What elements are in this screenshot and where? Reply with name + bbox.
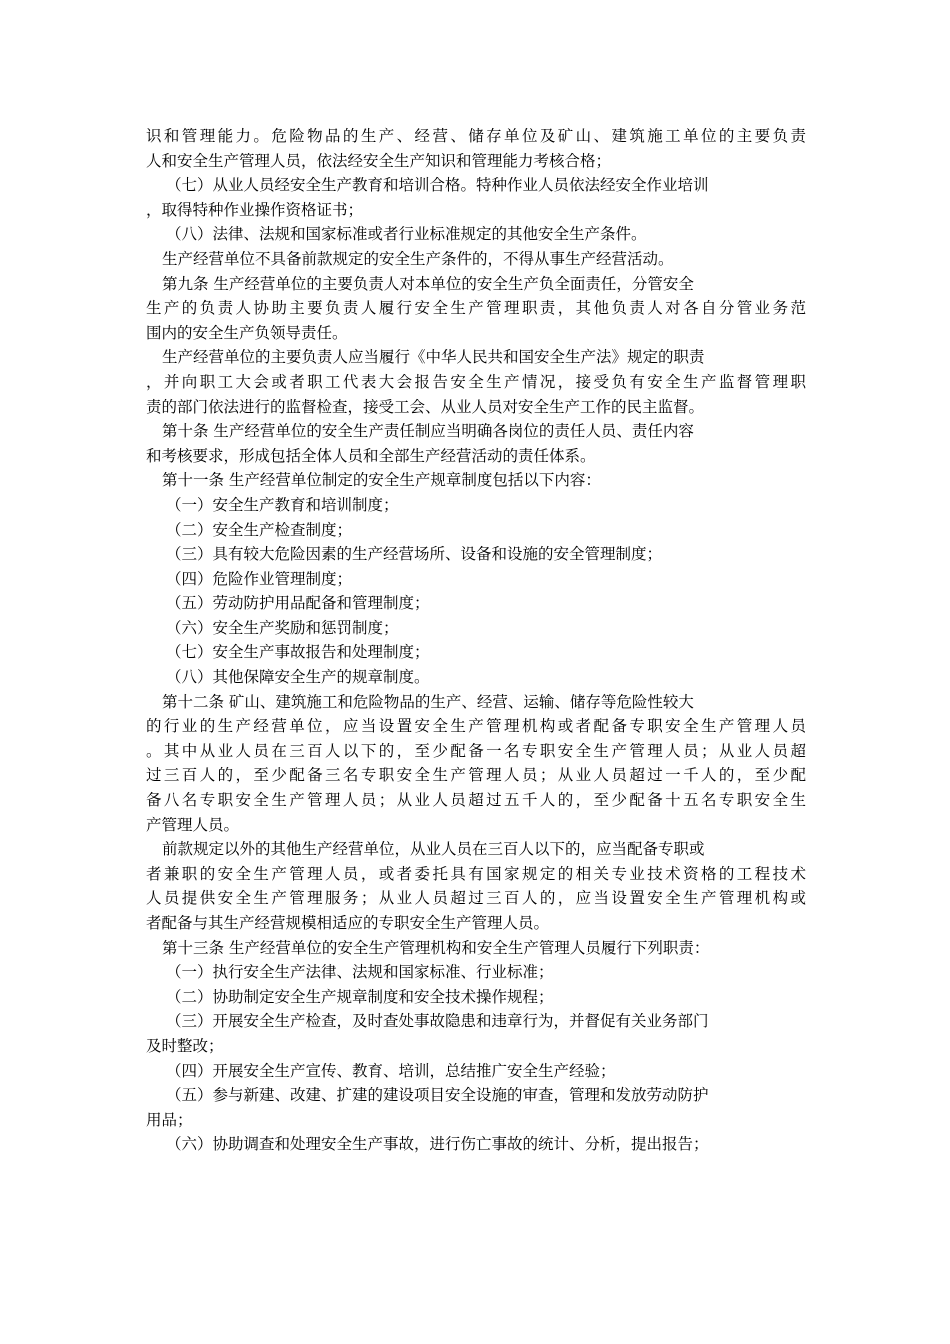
- text-line: 备八名专职安全生产管理人员；从业人员超过五千人的，至少配备十五名专职安全生: [146, 791, 806, 810]
- text-line: （八）法律、法规和国家标准或者行业标准规定的其他安全生产条件。: [166, 225, 647, 244]
- text-line: 者配备与其生产经营规模相适应的专职安全生产管理人员。: [146, 914, 550, 932]
- text-line: （四）危险作业管理制度；: [166, 569, 353, 588]
- text-line: 围内的安全生产负领导责任。: [146, 323, 348, 342]
- text-line: 第十条 生产经营单位的安全生产责任制应当明确各岗位的责任人员、责任内容: [162, 422, 694, 441]
- text-line: ，并向职工大会或者职工代表大会报告安全生产情况，接受负有安全生产监督管理职: [146, 372, 806, 391]
- text-line: （六）安全生产奖励和惩罚制度；: [166, 618, 399, 637]
- text-line: 第十三条 生产经营单位的安全生产管理机构和安全生产管理人员履行下列职责：: [162, 938, 710, 957]
- text-line: （一）执行安全生产法律、法规和国家标准、行业标准；: [166, 963, 554, 982]
- text-line: （五）参与新建、改建、扩建的建设项目安全设施的审查，管理和发放劳动防护: [166, 1086, 709, 1105]
- text-line: （二）安全生产检查制度；: [166, 520, 353, 539]
- text-line: 产管理人员。: [146, 815, 240, 834]
- text-line: 生产经营单位的主要负责人应当履行《中华人民共和国安全生产法》规定的职责: [162, 348, 705, 367]
- text-line: 责的部门依法进行的监督检查，接受工会、从业人员对安全生产工作的民主监督。: [146, 397, 705, 416]
- text-line: 人员提供安全生产管理服务；从业人员超过三百人的，应当设置安全生产管理机构或: [146, 889, 806, 908]
- text-line: 生产经营单位不具备前款规定的安全生产条件的，不得从事生产经营活动。: [162, 249, 674, 268]
- text-line: （四）开展安全生产宣传、教育、培训，总结推广安全生产经验；: [166, 1061, 616, 1080]
- text-line: （五）劳动防护用品配备和管理制度；: [166, 594, 430, 613]
- text-line: （一）安全生产教育和培训制度；: [166, 495, 399, 514]
- text-line: 第十一条 生产经营单位制定的安全生产规章制度包括以下内容：: [162, 471, 601, 490]
- text-line: （六）协助调查和处理安全生产事故，进行伤亡事故的统计、分析，提出报告；: [166, 1135, 709, 1154]
- text-line: 。其中从业人员在三百人以下的，至少配备一名专职安全生产管理人员；从业人员超: [146, 741, 806, 760]
- text-line: （七）安全生产事故报告和处理制度；: [166, 643, 430, 662]
- text-line: 前款规定以外的其他生产经营单位，从业人员在三百人以下的，应当配备专职或: [162, 840, 705, 859]
- text-line: （七）从业人员经安全生产教育和培训合格。特种作业人员依法经安全作业培训: [166, 176, 709, 195]
- text-line: 用品；: [146, 1110, 193, 1129]
- text-line: ，取得特种作业操作资格证书；: [146, 200, 364, 219]
- text-line: 第十二条 矿山、建筑施工和危险物品的生产、经营、运输、储存等危险性较大: [162, 692, 694, 711]
- text-line: 者兼职的安全生产管理人员，或者委托具有国家规定的相关专业技术资格的工程技术: [146, 864, 806, 883]
- text-line: （三）具有较大危险因素的生产经营场所、设备和设施的安全管理制度；: [166, 545, 663, 564]
- text-line: 的行业的生产经营单位，应当设置安全生产管理机构或者配备专职安全生产管理人员: [146, 717, 806, 736]
- text-line: 及时整改；: [146, 1036, 224, 1055]
- text-line: 过三百人的，至少配备三名专职安全生产管理人员；从业人员超过一千人的，至少配: [146, 766, 806, 785]
- text-line: 生产的负责人协助主要负责人履行安全生产管理职责，其他负责人对各自分管业务范: [146, 299, 806, 318]
- text-line: 人和安全生产管理人员，依法经安全生产知识和管理能力考核合格；: [146, 151, 612, 170]
- text-line: 识和管理能力。危险物品的生产、经营、储存单位及矿山、建筑施工单位的主要负责: [146, 127, 806, 145]
- text-line: （八）其他保障安全生产的规章制度。: [166, 668, 430, 687]
- text-line: （三）开展安全生产检查，及时查处事故隐患和违章行为，并督促有关业务部门: [166, 1012, 709, 1031]
- document-body: [146, 124, 806, 1157]
- text-line: （二）协助制定安全生产规章制度和安全技术操作规程；: [166, 987, 554, 1006]
- text-line: 第九条 生产经营单位的主要负责人对本单位的安全生产负全面责任，分管安全: [162, 274, 694, 293]
- text-line: 和考核要求，形成包括全体人员和全部生产经营活动的责任体系。: [146, 446, 596, 465]
